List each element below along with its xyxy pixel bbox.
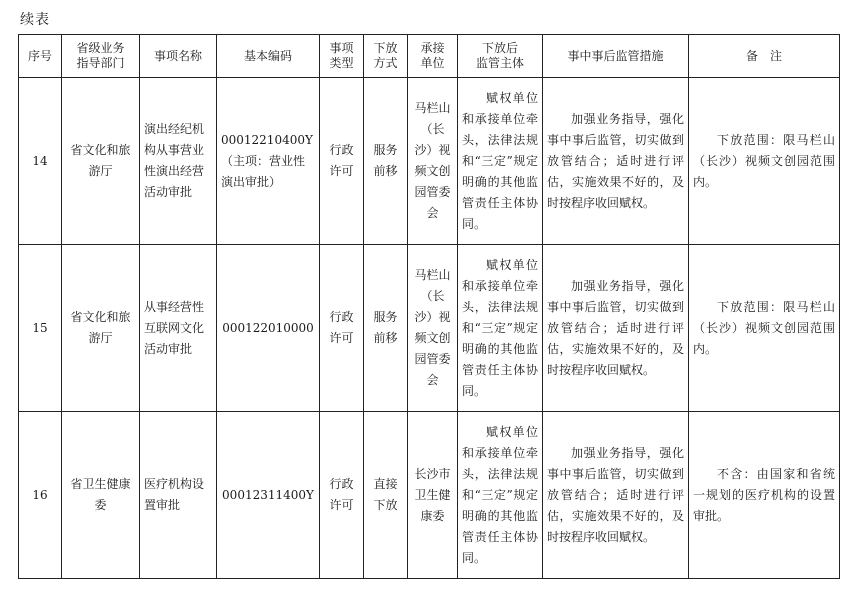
cell-unit: 马栏山（长沙）视频文创园管委会 [408,78,458,245]
header-remark: 备 注 [689,35,840,78]
cell-dept: 省文化和旅游厅 [62,78,140,245]
header-row [19,35,840,78]
header-dept: 省级业务 指导部门 [62,35,140,78]
cell-measures: 加强业务指导，强化事中事后监管，切实做到放管结合；适时进行评估，实施效果不好的，及时按程序收回赋权。 [543,245,689,412]
cell-supervisor: 赋权单位和承接单位牵头，法律法规和“三定”规定明确的其他监管责任主体协同。 [458,245,543,412]
cell-item: 演出经纪机构从事营业性演出经营活动审批 [140,78,217,245]
cell-mode: 直接下放 [364,412,408,579]
header-supervisor: 下放后 监管主体 [458,35,543,78]
cell-no: 16 [19,412,62,579]
cell-no: 14 [19,78,62,245]
cell-code: 00012311400Y [217,412,320,579]
cell-item: 从事经营性互联网文化活动审批 [140,245,217,412]
delegation-table [18,34,840,579]
cell-item: 医疗机构设置审批 [140,412,217,579]
header-mode: 下放 方式 [364,35,408,78]
cell-supervisor: 赋权单位和承接单位牵头，法律法规和“三定”规定明确的其他监管责任主体协同。 [458,412,543,579]
cell-remark: 不含：由国家和省统一规划的医疗机构的设置审批。 [689,412,840,579]
cell-remark: 下放范围：限马栏山（长沙）视频文创园范围内。 [689,245,840,412]
cell-remark: 下放范围：限马栏山（长沙）视频文创园范围内。 [689,78,840,245]
header-measures: 事中事后监管措施 [543,35,689,78]
cell-dept: 省卫生健康委 [62,412,140,579]
table-row [19,78,840,245]
continued-caption: 续表 [20,12,50,28]
cell-code: 000122010000 [217,245,320,412]
cell-supervisor: 赋权单位和承接单位牵头，法律法规和“三定”规定明确的其他监管责任主体协同。 [458,78,543,245]
cell-no: 15 [19,245,62,412]
cell-unit: 马栏山（长沙）视频文创园管委会 [408,245,458,412]
table-row [19,412,840,579]
header-no: 序号 [19,35,62,78]
cell-type: 行政许可 [320,78,364,245]
header-item: 事项名称 [140,35,217,78]
cell-code: 00012210400Y（主项：营业性演出审批） [217,78,320,245]
header-unit: 承接 单位 [408,35,458,78]
header-type: 事项 类型 [320,35,364,78]
cell-measures: 加强业务指导，强化事中事后监管，切实做到放管结合；适时进行评估，实施效果不好的，及时按程序收回赋权。 [543,412,689,579]
cell-type: 行政许可 [320,245,364,412]
cell-mode: 服务前移 [364,78,408,245]
cell-unit: 长沙市卫生健康委 [408,412,458,579]
cell-mode: 服务前移 [364,245,408,412]
table-row [19,245,840,412]
cell-type: 行政许可 [320,412,364,579]
cell-measures: 加强业务指导，强化事中事后监管，切实做到放管结合；适时进行评估，实施效果不好的，及时按程序收回赋权。 [543,78,689,245]
cell-dept: 省文化和旅游厅 [62,245,140,412]
header-code: 基本编码 [217,35,320,78]
